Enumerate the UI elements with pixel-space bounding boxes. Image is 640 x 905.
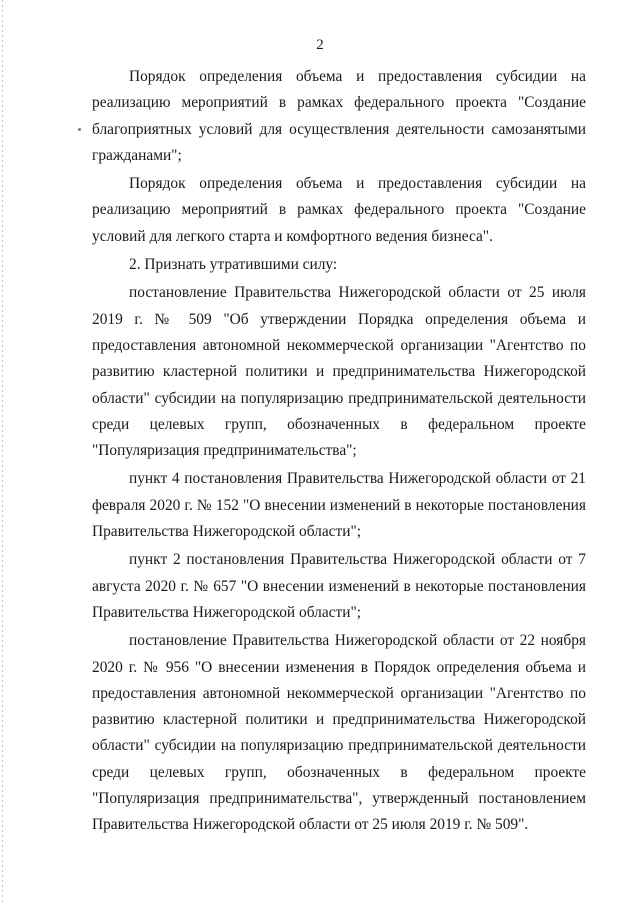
paragraph-repeal-heading: 2. Признать утратившими силу: [129, 256, 338, 274]
paragraph-repeal-509: постановление Правительства Нижегородской области от 25 июля 2019 г. № 509 "Об утверждении Порядка определения объема и предоставления автономной некоммерческой организации "Агентство по развитию кластерной политики и предпринимательства Нижегородской области" субсидии на популяризацию предпринимательской деятельности среди целевых групп, обозначенных в федеральном проекте "Популяризация предпринимательства"; [92, 284, 586, 460]
paragraph-repeal-956: постановление Правительства Нижегородской области от 22 ноября 2020 г. № 956 "О внесении изменения в Порядок определения объема и предоставления автономной некоммерческой организации "Агентство по развитию кластерной политики и предпринимательства Нижегородской области" субсидии на популяризацию предпринимательской деятельности среди целевых групп, обозначенных в федеральном проекте "Популяризация предпринимательства", утвержденный постановлением Правительства Нижегородской области от 25 июля 2019 г. № 509". [92, 632, 586, 834]
page-number: 2 [316, 37, 324, 53]
scan-speck [78, 128, 81, 131]
document-body [92, 64, 586, 841]
paragraph-subsidy-self-employed: Порядок определения объема и предоставления субсидии на реализацию мероприятий в рамках федерального проекта "Создание благоприятных условий для осуществления деятельности самозанятыми гражданами"; [92, 68, 586, 164]
paragraph-subsidy-easy-start: Порядок определения объема и предоставления субсидии на реализацию мероприятий в рамках федерального проекта "Создание условий для легкого старта и комфортного ведения бизнеса". [92, 175, 586, 245]
scan-left-edge [2, 0, 3, 905]
paragraph-repeal-657: пункт 2 постановления Правительства Нижегородской области от 7 августа 2020 г. № 657 "О внесении изменений в некоторые постановления Правительства Нижегородской области"; [92, 551, 586, 621]
paragraph-repeal-152: пункт 4 постановления Правительства Нижегородской области от 21 февраля 2020 г. № 152 "О внесении изменений в некоторые постановления Правительства Нижегородской области"; [92, 470, 586, 541]
